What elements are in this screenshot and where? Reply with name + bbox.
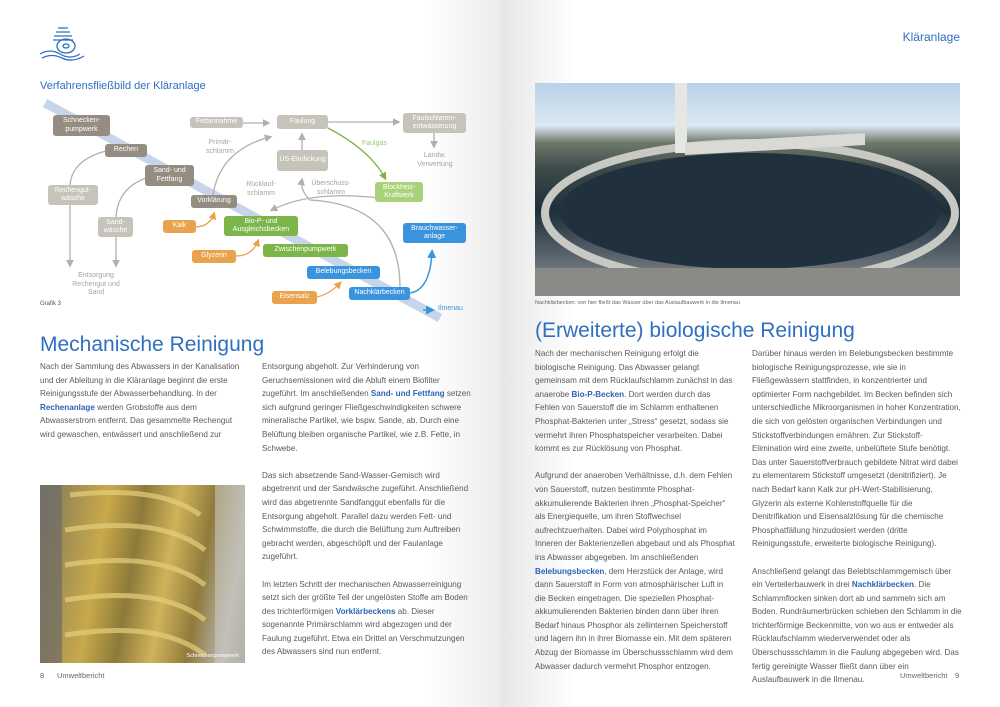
node-brauchwasseranlage: Brauchwasser-anlage bbox=[403, 223, 466, 243]
left-column-1 bbox=[40, 360, 248, 455]
highlight-vorklaerbecken: Vorklärbeckens bbox=[335, 606, 396, 616]
node-sand-fettfang: Sand- und Fettfang bbox=[145, 165, 194, 186]
paragraph: Aufgrund der anaeroben Verhältnisse, d.h. dem Fehlen von Sauerstoff, nutzen bestimmte Phosphat-akkumulierende Bakterien ihren „Phosphat-Speicher“ als Energiequelle, um ihren Stoffwechsel aufrechtzuerhalten. Dabei wird Polyphosphat im Inneren der Bakterienzellen abgebaut und als Phosphat ins Abwasser abgegeben. Im anschließenden Belebungsbecken, dem Herzstück der Anlage, wird dann Sauerstoff in Form von atmosphärischer Luft in die Becken eingetragen. Die speziellen Phosphat-akkumulierenden Bakterien binden dann über ihren Bedarf hinaus Phosphor als zellinternen Speicherstoff und lagern ihn in ihrer Biomasse ein. Mit dem späteren Abzug der Biomasse im Überschussschlamm wird dem Abwasser dadurch vermehrt Phosphor entzogen. bbox=[535, 471, 735, 671]
label-ruecklaufschlamm: Rücklauf-schlamm bbox=[246, 181, 276, 197]
right-column-1 bbox=[535, 347, 735, 687]
node-eisensalz: Eisensalz bbox=[272, 291, 317, 304]
right-column-2 bbox=[752, 347, 962, 700]
highlight-sand-fettfang: Sand- und Fettfang bbox=[370, 389, 445, 399]
node-sandwaesche: Sand-wäsche bbox=[98, 217, 133, 237]
highlight-bio-p-becken: Bio-P-Becken bbox=[571, 389, 625, 399]
diagram-title: Verfahrensfließbild der Kläranlage bbox=[40, 80, 206, 92]
paragraph: Anschließend gelangt das Belebtschlammgemisch über ein Verteilerbauwerk in drei Nachklärbecken. Die Schlammflocken sinken dort ab und sammeln sich am Boden. Rundräumerbrücken schieben den Schlamm in die trichterförmige Beckenmitte, von wo aus er entweder als Rücklaufschlamm wiederverwendet oder als Überschussschlamm in die Faulung abgegeben wird. Das fertig gereinigte Wasser fließt dann über ein Auslaufbauwerk in die Ilmenau. bbox=[752, 566, 962, 685]
process-flow-diagram bbox=[0, 0, 500, 330]
node-bio-p: Bio-P- und Ausgleichsbecken bbox=[224, 216, 298, 236]
label-landw-verwertung: Landw. Verwertung bbox=[417, 152, 453, 168]
label-ilmenau: Ilmenau bbox=[438, 305, 463, 312]
heading-biologische-reinigung: (Erweiterte) biologische Reinigung bbox=[535, 319, 855, 342]
paragraph: Nach der mechanischen Reinigung erfolgt die biologische Reinigung. Das Abwasser gelangt gemeinsam mit dem Rücklaufschlamm zunächst in das anaerobe Bio-P-Becken. Dort werden durch das Fehlen von Sauerstoff die im Schlamm enthaltenen Phosphat-Bakterien unter „Stress“ gesetzt, sodass sie vermehrt ihren Phosphatspeicher verarbeiten. Dabei kommt es zur Rücklösung von Phosphat. bbox=[535, 349, 733, 454]
node-schneckenpumpwerk: Schnecken-pumpwerk bbox=[53, 115, 110, 136]
paragraph: Entsorgung abgeholt. Zur Verhinderung von Geruchsemissionen wird die Abluft einem Biofilter zugeführt. Im anschließenden Sand- und Fettfang setzen sich aufgrund geringer Fließgeschwindigkeiten schwere mineralische Partikel, wie bspw. Sande, ab. Durch eine Belüftung bleiben organische Partikel, wie z.B. Fette, in Schwebe. bbox=[262, 362, 471, 453]
node-zwischenpumpwerk: Zwischenpumpwerk bbox=[263, 244, 348, 257]
highlight-nachklaerbecken: Nachklärbecken bbox=[851, 580, 914, 590]
highlight-rechenanlage: Rechenanlage bbox=[40, 402, 95, 412]
node-rechengutwaesche: Rechengut-wäsche bbox=[48, 185, 98, 205]
node-rechen: Rechen bbox=[105, 144, 147, 157]
footer-left: Umweltbericht bbox=[57, 671, 105, 680]
node-blockheizkraftwerk: Blockheiz-Kraftwerk bbox=[375, 182, 423, 202]
label-entsorgung: Entsorgung Rechengut und Sand bbox=[72, 272, 120, 296]
page-number-right: 9 bbox=[955, 671, 960, 680]
node-fettannahme: Fettannahme bbox=[190, 117, 243, 128]
paragraph: Nach der Sammlung des Abwassers in der Kanalisation und der Ableitung in die Kläranlage beginnt die erste Reinigungsstufe der Abwasserbehandlung. In der Rechenanlage werden Grobstoffe aus dem Abwasserstrom entfernt. Das gesammelte Rechengut wird gewaschen, entwässert und anschließend zur bbox=[40, 362, 240, 439]
highlight-belebungsbecken: Belebungsbecken bbox=[535, 566, 605, 576]
photo-caption-left: Schneckenpumpwerk bbox=[186, 653, 239, 659]
photo-schneckenpumpwerk bbox=[40, 485, 245, 663]
node-nachklaerbecken: Nachklärbecken bbox=[349, 287, 410, 300]
footer-right: Umweltbericht bbox=[900, 671, 948, 680]
paragraph: Darüber hinaus werden im Belebungsbecken bestimmte biologische Reinigungsprozesse, wie sie in Fließgewässern stattfinden, in konzentrierter und optimierter Form nachgebildet. Im Becken befinden sich unterschiedliche Mikroorganismen in hoher Konzentration, die sich von gelösten organischen Verbindungen und Stickstoffverbindungen ernähren. Zur Stickstoff-Elimination wird eine zweite, unbelüftete Stufe benötigt. Das unter Sauerstoffverbrauch gebildete Nitrat wird dabei zu elementarem Stickstoff umgesetzt (denitrifiziert). Je nach Bedarf kann Kalk zur pH-Wert-Stabilisierung, Glyzerin als externe Kohlenstoffquelle für die Denitrifikation und Eisensalzlösung für die chemische Phosphatfällung hinzudosiert werden (dritte Reinigungsstufe, erweiterte biologische Reinigung). bbox=[752, 349, 961, 549]
page-number-left: 8 bbox=[40, 671, 45, 680]
node-faulschlammentwaesserung: Faulschlamm-entwässerung bbox=[403, 113, 466, 133]
left-column-2 bbox=[262, 360, 472, 673]
paragraph: Das sich absetzende Sand-Wasser-Gemisch wird abgetrennt und der Sandwäsche zugeführt. Anschließend wird das abgetrennte Sandfanggut ebenfalls für die Entsorgung abgeholt. Parallel dazu werden Fett- und Schwimmstoffe, die durch die Belüftung zum Auftreiben gebracht werden, abgeschöpft und der Faulanlage zugeführt. bbox=[262, 470, 469, 562]
section-title: Kläranlage bbox=[902, 30, 960, 44]
right-page bbox=[500, 0, 1000, 707]
diagram-caption: Grafik 3 bbox=[40, 301, 62, 307]
node-belebungsbecken: Belebungsbecken bbox=[307, 266, 380, 279]
node-faulung: Faulung bbox=[277, 115, 328, 129]
node-kalk: Kalk bbox=[163, 220, 196, 233]
photo-nachklaerbecken bbox=[535, 83, 960, 296]
node-glyzerin: Glyzerin bbox=[192, 250, 236, 263]
node-vorklaerung: Vorklärung bbox=[191, 195, 237, 208]
heading-mechanische-reinigung: Mechanische Reinigung bbox=[40, 333, 265, 356]
label-ueberschussschlamm: Überschuss-schlamm bbox=[311, 180, 351, 196]
node-us-eindickung: ÜS-Eindickung bbox=[277, 150, 328, 171]
label-faulgas: Faulgas bbox=[362, 140, 387, 147]
label-primaerschlamm: Primär-schlamm bbox=[205, 139, 234, 155]
paragraph: Im letzten Schritt der mechanischen Abwasserreinigung setzt sich der größte Teil der ungelösten Stoffe am Boden des trichterförmigen Vorklärbeckens ab. Dieser sogenannte Primärschlamm wird abgezogen und der Faulung zugeführt. Etwa ein Drittel an Verschmutzungen des Abwassers sind nun entfernt. bbox=[262, 579, 468, 657]
photo-caption-right: Nachklärbecken: von hier fließt das Wasser über das Auslaufbauwerk in die Ilmenau bbox=[535, 300, 740, 306]
